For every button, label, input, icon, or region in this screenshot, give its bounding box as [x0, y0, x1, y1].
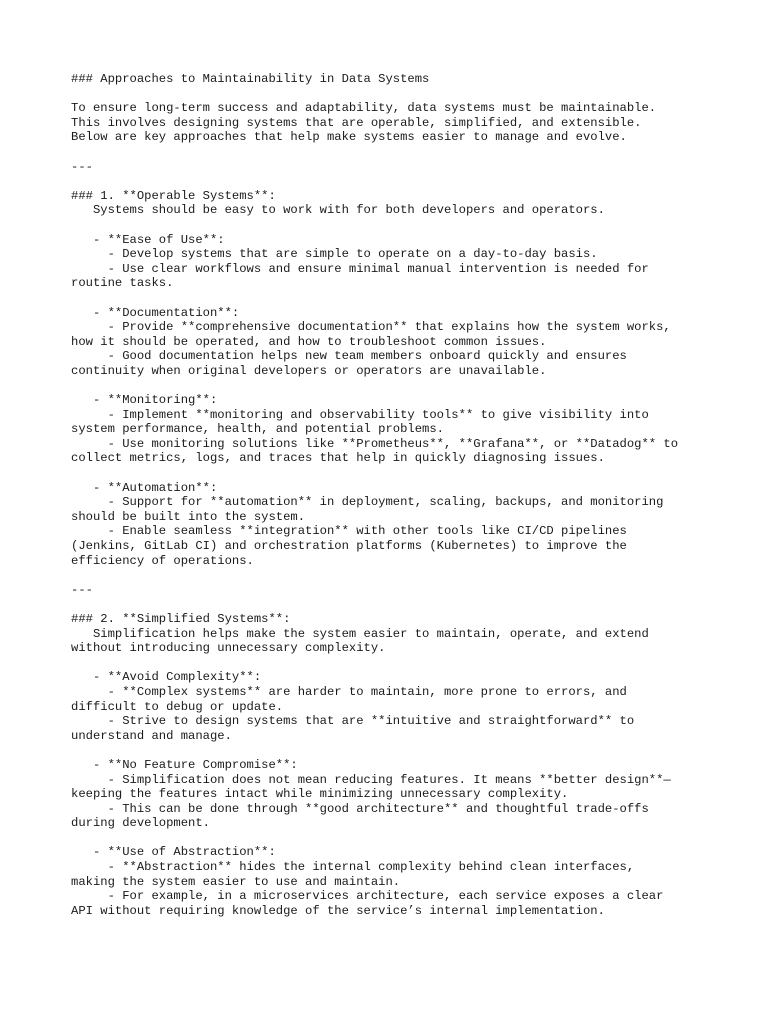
- text-line: routine tasks.: [71, 276, 174, 291]
- bullet-heading: - **Avoid Complexity**:: [71, 670, 262, 685]
- blank-line: [71, 743, 731, 758]
- bullet-item: - Strive to design systems that are **intuitive and straightforward** to: [71, 714, 635, 729]
- bullet-heading: - **Ease of Use**:: [71, 232, 225, 247]
- text-line: system performance, health, and potential problems.: [71, 422, 444, 437]
- blank-line: [71, 174, 731, 189]
- text-line: difficult to debug or update.: [71, 699, 284, 714]
- text-line: collect metrics, logs, and traces that help in quickly diagnosing issues.: [71, 451, 605, 466]
- text-line: keeping the features intact while minimizing unnecessary complexity.: [71, 787, 569, 802]
- text-line: should be built into the system.: [71, 509, 306, 524]
- text-line: This involves designing systems that are operable, simplified, and extensible.: [71, 115, 642, 130]
- text-line: (Jenkins, GitLab CI) and orchestration platforms (Kubernetes) to improve the: [71, 539, 627, 553]
- bullet-item: - This can be done through **good architecture** and thoughtful trade-offs: [71, 801, 649, 816]
- blank-line: [71, 831, 731, 846]
- bullet-heading: - **Abstraction** hides the internal complexity behind clean interfaces,: [71, 860, 635, 875]
- horizontal-rule: ---: [71, 582, 93, 597]
- bullet-heading: - **Automation**:: [71, 480, 218, 495]
- blank-line: [71, 145, 731, 160]
- text-line: during development.: [71, 816, 210, 831]
- bullet-item: - Support for **automation** in deployment, scaling, backups, and monitoring: [71, 495, 664, 510]
- bullet-item: - Provide **comprehensive documentation** that explains how the system works,: [71, 320, 671, 335]
- blank-line: [71, 291, 731, 306]
- bullet-heading: - **Complex systems** are harder to maintain, more prone to errors, and: [71, 684, 627, 699]
- bullet-item: - Good documentation helps new team members onboard quickly and ensures: [71, 349, 627, 364]
- blank-line: [71, 568, 731, 583]
- bullet-heading: - **No Feature Compromise**:: [71, 757, 298, 772]
- blank-line: [71, 378, 731, 393]
- bullet-item: - For example, in a microservices architecture, each service exposes a clear: [71, 889, 664, 904]
- text-line: understand and manage.: [71, 728, 232, 743]
- bullet-item: - Develop systems that are simple to operate on a day-to-day basis.: [71, 247, 598, 262]
- text-line: API without requiring knowledge of the service’s internal implementation.: [71, 903, 605, 918]
- text-line: efficiency of operations.: [71, 553, 254, 568]
- text-line: making the system easier to use and maintain.: [71, 874, 401, 889]
- blank-line: [71, 466, 731, 481]
- section-heading: ### 2. **Simplified Systems**:: [71, 611, 291, 626]
- bullet-item: - Use monitoring solutions like **Prometheus**, **Grafana**, or **Datadog** to: [71, 436, 679, 451]
- blank-line: [71, 597, 731, 612]
- text-line: Below are key approaches that help make systems easier to manage and evolve.: [71, 130, 627, 145]
- bullet-item: - Implement **monitoring and observability tools** to give visibility into: [71, 407, 649, 422]
- bullet-item: - Simplification does not mean reducing features. It means **better design**—: [71, 772, 671, 787]
- document-body: [71, 72, 731, 918]
- text-line: without introducing unnecessary complexity.: [71, 641, 386, 656]
- bullet-item: - Enable seamless **integration** with other tools like CI/CD pipelines: [71, 524, 627, 539]
- blank-line: [71, 656, 731, 671]
- text-line: how it should be operated, and how to troubleshoot common issues.: [71, 334, 547, 349]
- bullet-heading: - **Use of Abstraction**:: [71, 845, 276, 860]
- text-line: Simplification helps make the system easier to maintain, operate, and extend: [71, 626, 649, 641]
- section-heading: ### 1. **Operable Systems**:: [71, 188, 276, 203]
- bullet-heading: - **Monitoring**:: [71, 393, 218, 408]
- bullet-heading: - **Documentation**:: [71, 305, 240, 320]
- text-line: Systems should be easy to work with for both developers and operators.: [71, 203, 605, 218]
- text-line: To ensure long-term success and adaptability, data systems must be maintainable.: [71, 101, 657, 116]
- text-line: continuity when original developers or operators are unavailable.: [71, 363, 547, 378]
- horizontal-rule: ---: [71, 159, 93, 174]
- bullet-item: - Use clear workflows and ensure minimal manual intervention is needed for: [71, 261, 649, 276]
- section-heading: ### Approaches to Maintainability in Data Systems: [71, 72, 430, 86]
- blank-line: [71, 87, 731, 102]
- blank-line: [71, 218, 731, 233]
